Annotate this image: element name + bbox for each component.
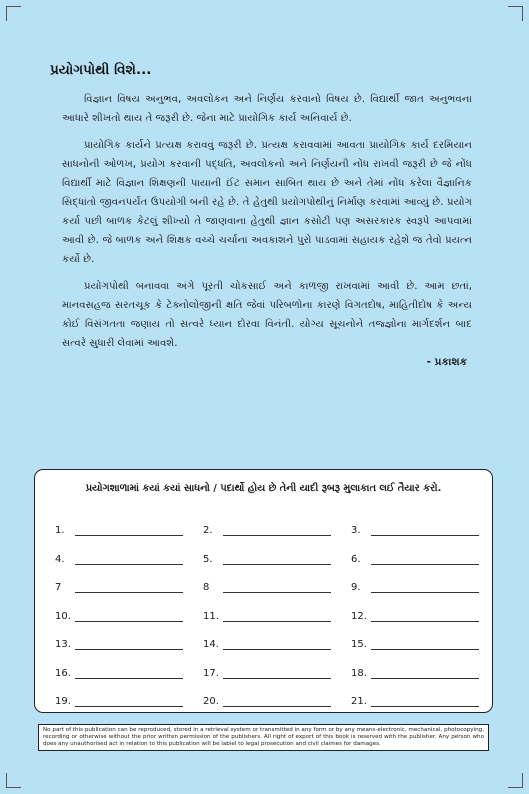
equipment-item-number: 17.	[203, 667, 219, 679]
equipment-item-number: 7	[55, 582, 62, 593]
equipment-item-slot[interactable]	[203, 689, 339, 707]
equipment-item-number: 1.	[55, 525, 65, 536]
equipment-item-slot[interactable]	[351, 575, 487, 593]
equipment-list-box	[34, 469, 493, 713]
equipment-item-slot[interactable]	[55, 547, 191, 565]
equipment-item-blank-line[interactable]	[371, 666, 479, 679]
publisher-signature: - પ્રકાશક	[426, 356, 467, 368]
paragraph-1: વિજ્ઞાન વિષય અનુભવ, અવલોકન અને નિર્ણય કરવાનો વિષય છે. વિદ્યાર્થી જાત અનુભવના આધારે શીખતો થાય તે જરૂરી છે. જેના માટે પ્રાયોગિક કાર્ય અનિવાર્ય છે.	[62, 94, 472, 124]
equipment-list-grid	[55, 518, 487, 707]
equipment-item-slot[interactable]	[351, 661, 487, 679]
equipment-item-number: 9.	[351, 582, 361, 593]
equipment-item-slot[interactable]	[351, 547, 487, 565]
equipment-item-number: 21.	[351, 696, 367, 707]
equipment-item-blank-line[interactable]	[75, 552, 183, 565]
equipment-item-blank-line[interactable]	[223, 609, 331, 622]
paragraph-2: પ્રાયોગિક કાર્યને પ્રત્યક્ષ કરાવવું જરૂરી છે. પ્રત્યક્ષ કરાવવામાં આવતા પ્રાયોગિક કાર્ય દરમિયાન સાધનોની ઓળખ, પ્રયોગ કરવાની પદ્ધતિ, અવલોકનો અને નિર્ણયની નોંધ રાખવી જરૂરી છે જે નોંધ વિદ્યાર્થી માટે વિજ્ઞાન શિક્ષણની પાયાની ઈંટ સમાન સાબિત થાય છે અને તેમાં નોંધ કરેલા વૈજ્ઞાનિક સિદ્ધાંતો જીવનપર્યંત ઉપયોગી બની રહે છે. તે હેતુથી પ્રયોગપોથીનું નિર્માણ કરવામાં આવ્યું છે. પ્રયોગ કર્યા પછી બાળક કેટલું શીખ્યો તે જાણવાના હેતુથી જ્ઞાન કસોટી પણ અસરકારક સ્વરૂપે આપવામાં આવી છે. જે બાળક અને શિક્ષક વચ્ચે ચર્ચાના અવકાશને પુરો પાડવામાં સહાયક રહેશે જ તેવો પ્રયત્ન કર્યો છે.	[62, 140, 472, 265]
equipment-item-number: 10.	[55, 610, 71, 622]
equipment-item-slot[interactable]	[351, 689, 487, 707]
equipment-item-blank-line[interactable]	[75, 523, 183, 536]
equipment-item-blank-line[interactable]	[371, 694, 479, 707]
equipment-item-blank-line[interactable]	[223, 552, 331, 565]
crop-mark-bottom-left	[6, 773, 21, 788]
equipment-item-slot[interactable]	[351, 518, 487, 536]
equipment-item-blank-line[interactable]	[223, 523, 331, 536]
crop-mark-top-right	[508, 6, 523, 21]
equipment-item-blank-line[interactable]	[371, 637, 479, 650]
equipment-list-heading: પ્રયોગશાળામાં કયાં કયાં સાધનો / પદાર્થો હોય છે તેની યાદી રૂબરૂ મુલાકાત લઈ તૈયાર કરો.	[85, 483, 442, 494]
equipment-item-blank-line[interactable]	[75, 666, 183, 679]
equipment-item-blank-line[interactable]	[371, 523, 479, 536]
equipment-item-slot[interactable]	[203, 547, 339, 565]
equipment-item-slot[interactable]	[55, 575, 191, 593]
equipment-item-slot[interactable]	[55, 604, 191, 622]
equipment-item-number: 20.	[203, 696, 219, 707]
equipment-item-number: 15.	[351, 639, 367, 650]
crop-mark-top-left	[6, 6, 21, 21]
equipment-item-blank-line[interactable]	[371, 552, 479, 565]
equipment-item-slot[interactable]	[55, 632, 191, 650]
page-title: પ્રયોગપોથી વિશે...	[50, 62, 152, 78]
equipment-item-blank-line[interactable]	[75, 694, 183, 707]
equipment-item-blank-line[interactable]	[371, 580, 479, 593]
intro-text	[62, 90, 472, 361]
crop-mark-bottom-right	[508, 773, 523, 788]
equipment-item-number: 19.	[55, 696, 71, 707]
equipment-item-blank-line[interactable]	[371, 609, 479, 622]
equipment-item-slot[interactable]	[55, 661, 191, 679]
equipment-item-number: 8	[203, 582, 210, 593]
equipment-item-number: 3.	[351, 525, 361, 536]
copyright-notice: No part of this publication can be reproduced, stored in a retrieval system or transmitted in any form or by any means-electronic, mechanical, photocopying, recording or otherwise without the prior written permission of the publishers. All right of export of this book is reserved with the publisher. Any person who does any unauthorised act in relation to this publication will be labiel to legal prosecution and civil claimes for damages.	[38, 724, 489, 751]
equipment-item-number: 14.	[203, 639, 219, 650]
equipment-item-number: 4.	[55, 553, 65, 565]
equipment-item-slot[interactable]	[203, 604, 339, 622]
equipment-item-blank-line[interactable]	[75, 580, 183, 593]
equipment-item-blank-line[interactable]	[223, 694, 331, 707]
equipment-item-blank-line[interactable]	[223, 637, 331, 650]
equipment-item-number: 11.	[203, 610, 219, 622]
paragraph-3: પ્રયોગપોથી બનાવવા અંગે પૂરતી ચોકસાઈ અને કાળજી રાખવામાં આવી છે. આમ છતાં, માનવસહજ સરતચૂક કે ટેક્નોલોજીની ક્ષતિ જેવાં પરિબળોના કારણે વિગતદોષ, માહિતીદોષ કે અન્ય કોઈ વિસંગતતા જણાય તો સત્વરે ધ્યાન દોરવા વિનંતી. યોગ્ય સૂચનોને તજ્જ્ઞોના માર્ગદર્શન બાદ સત્વરે સુધારી લેવામાં આવશે.	[62, 281, 472, 349]
equipment-item-slot[interactable]	[203, 661, 339, 679]
equipment-item-blank-line[interactable]	[75, 637, 183, 650]
equipment-item-number: 5.	[203, 553, 213, 565]
equipment-item-number: 2.	[203, 525, 213, 536]
equipment-item-slot[interactable]	[55, 689, 191, 707]
equipment-item-blank-line[interactable]	[223, 580, 331, 593]
equipment-item-blank-line[interactable]	[75, 609, 183, 622]
equipment-item-slot[interactable]	[351, 604, 487, 622]
equipment-item-blank-line[interactable]	[223, 666, 331, 679]
equipment-item-number: 12.	[351, 610, 367, 622]
equipment-item-slot[interactable]	[55, 518, 191, 536]
equipment-item-number: 18.	[351, 667, 367, 679]
equipment-item-slot[interactable]	[203, 518, 339, 536]
equipment-item-slot[interactable]	[351, 632, 487, 650]
equipment-item-slot[interactable]	[203, 632, 339, 650]
equipment-item-number: 16.	[55, 667, 71, 679]
equipment-item-number: 6.	[351, 553, 361, 565]
equipment-item-number: 13.	[55, 639, 71, 650]
equipment-item-slot[interactable]	[203, 575, 339, 593]
